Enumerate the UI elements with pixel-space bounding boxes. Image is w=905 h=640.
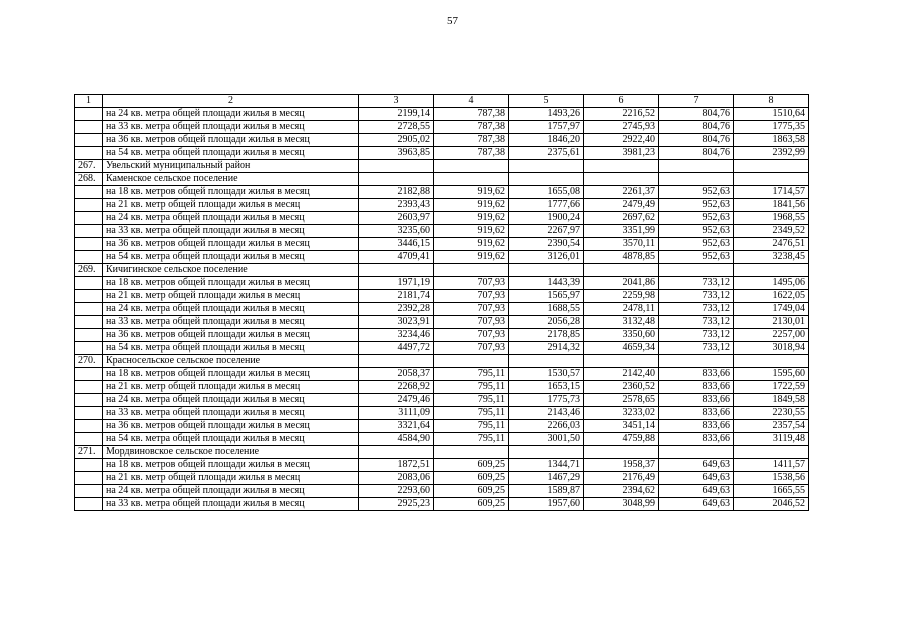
row-name: на 54 кв. метра общей площади жилья в месяц [103,342,359,355]
value-cell: 2199,14 [359,108,434,121]
row-index [75,238,103,251]
row-index: 270. [75,355,103,368]
value-cell: 1971,19 [359,277,434,290]
row-name: на 36 кв. метров общей площади жилья в месяц [103,329,359,342]
header-row [75,95,809,108]
value-cell [359,160,434,173]
value-cell: 2392,28 [359,303,434,316]
value-cell: 1655,08 [509,186,584,199]
row-index [75,199,103,212]
value-cell: 3111,09 [359,407,434,420]
value-cell: 2349,52 [734,225,809,238]
value-cell [434,264,509,277]
value-cell: 2375,61 [509,147,584,160]
value-cell: 609,25 [434,498,509,511]
value-cell [584,173,659,186]
value-cell [359,446,434,459]
value-cell [434,160,509,173]
row-name: на 24 кв. метра общей площади жилья в месяц [103,485,359,498]
value-cell: 833,66 [659,368,734,381]
value-cell: 1863,58 [734,134,809,147]
value-cell: 2914,32 [509,342,584,355]
value-cell: 795,11 [434,394,509,407]
table-row [75,446,809,459]
table-row [75,420,809,433]
value-cell: 1510,64 [734,108,809,121]
value-cell: 1849,58 [734,394,809,407]
value-cell: 919,62 [434,251,509,264]
value-cell: 1493,26 [509,108,584,121]
value-cell: 707,93 [434,342,509,355]
value-cell: 1958,37 [584,459,659,472]
table-row [75,238,809,251]
value-cell: 795,11 [434,407,509,420]
value-cell: 2392,99 [734,147,809,160]
value-cell [509,173,584,186]
value-cell: 2143,46 [509,407,584,420]
value-cell [509,264,584,277]
value-cell [659,160,734,173]
table-row [75,264,809,277]
value-cell: 1467,29 [509,472,584,485]
row-index [75,147,103,160]
row-name: Увельский муниципальный район [103,160,359,173]
value-cell: 952,63 [659,225,734,238]
value-cell [509,355,584,368]
value-cell: 787,38 [434,108,509,121]
value-cell: 795,11 [434,381,509,394]
value-cell: 3321,64 [359,420,434,433]
value-cell: 3126,01 [509,251,584,264]
value-cell [734,264,809,277]
table-row [75,173,809,186]
value-cell: 2905,02 [359,134,434,147]
row-index [75,121,103,134]
value-cell: 3350,60 [584,329,659,342]
value-cell [434,173,509,186]
value-cell: 1622,05 [734,290,809,303]
value-cell: 1443,39 [509,277,584,290]
value-cell: 952,63 [659,238,734,251]
row-index [75,485,103,498]
value-cell: 1688,55 [509,303,584,316]
row-name: на 36 кв. метров общей площади жилья в месяц [103,134,359,147]
column-header-8: 8 [734,95,809,108]
value-cell [359,173,434,186]
value-cell: 1872,51 [359,459,434,472]
value-cell: 2478,11 [584,303,659,316]
row-name: на 18 кв. метров общей площади жилья в месяц [103,277,359,290]
value-cell: 733,12 [659,290,734,303]
value-cell: 2056,28 [509,316,584,329]
row-index [75,290,103,303]
value-cell: 1665,55 [734,485,809,498]
table-row [75,277,809,290]
row-index: 267. [75,160,103,173]
value-cell: 1589,87 [509,485,584,498]
value-cell: 1757,97 [509,121,584,134]
value-cell: 3351,99 [584,225,659,238]
value-cell: 804,76 [659,147,734,160]
value-cell: 919,62 [434,225,509,238]
value-cell: 2259,98 [584,290,659,303]
column-header-3: 3 [359,95,434,108]
value-cell: 1653,15 [509,381,584,394]
value-cell: 2925,23 [359,498,434,511]
value-cell: 3446,15 [359,238,434,251]
row-index [75,472,103,485]
value-cell: 733,12 [659,342,734,355]
value-cell: 1495,06 [734,277,809,290]
value-cell: 733,12 [659,329,734,342]
row-name: на 33 кв. метра общей площади жилья в месяц [103,316,359,329]
value-cell [509,446,584,459]
table-row [75,459,809,472]
value-cell: 707,93 [434,277,509,290]
value-cell [359,264,434,277]
value-cell: 4659,34 [584,342,659,355]
value-cell: 833,66 [659,420,734,433]
row-index [75,433,103,446]
row-index [75,459,103,472]
value-cell: 2176,49 [584,472,659,485]
value-cell: 833,66 [659,394,734,407]
value-cell: 3234,46 [359,329,434,342]
table-row [75,303,809,316]
value-cell [734,173,809,186]
row-name: на 33 кв. метра общей площади жилья в месяц [103,121,359,134]
value-cell: 2257,00 [734,329,809,342]
value-cell: 2390,54 [509,238,584,251]
value-cell: 795,11 [434,433,509,446]
value-cell: 2181,74 [359,290,434,303]
value-cell: 795,11 [434,420,509,433]
value-cell: 1775,73 [509,394,584,407]
table-row [75,225,809,238]
value-cell: 2046,52 [734,498,809,511]
table-row [75,342,809,355]
value-cell: 609,25 [434,472,509,485]
row-name: на 21 кв. метр общей площади жилья в месяц [103,199,359,212]
row-index [75,277,103,290]
row-name: на 36 кв. метров общей площади жилья в месяц [103,238,359,251]
row-index [75,134,103,147]
value-cell: 3048,99 [584,498,659,511]
value-cell: 1722,59 [734,381,809,394]
table-row [75,199,809,212]
row-name: на 24 кв. метра общей площади жилья в месяц [103,303,359,316]
value-cell: 2178,85 [509,329,584,342]
value-cell: 3963,85 [359,147,434,160]
value-cell [734,355,809,368]
value-cell: 1968,55 [734,212,809,225]
value-cell: 2603,97 [359,212,434,225]
value-cell: 1846,20 [509,134,584,147]
value-cell: 4759,88 [584,433,659,446]
table-row [75,290,809,303]
row-index [75,212,103,225]
row-index [75,108,103,121]
value-cell: 1565,97 [509,290,584,303]
table-row [75,407,809,420]
value-cell: 733,12 [659,277,734,290]
row-index [75,329,103,342]
value-cell: 2058,37 [359,368,434,381]
value-cell: 2293,60 [359,485,434,498]
table-row [75,160,809,173]
table-row [75,147,809,160]
row-index [75,342,103,355]
value-cell: 1841,56 [734,199,809,212]
row-index [75,368,103,381]
value-cell: 1900,24 [509,212,584,225]
value-cell [434,355,509,368]
value-cell: 1714,57 [734,186,809,199]
row-name: на 21 кв. метр общей площади жилья в месяц [103,472,359,485]
value-cell: 804,76 [659,121,734,134]
value-cell: 952,63 [659,199,734,212]
value-cell: 2479,46 [359,394,434,407]
value-cell: 919,62 [434,186,509,199]
value-cell: 1957,60 [509,498,584,511]
row-name: на 54 кв. метра общей площади жилья в месяц [103,251,359,264]
value-cell: 952,63 [659,251,734,264]
table-row [75,381,809,394]
value-cell: 2142,40 [584,368,659,381]
value-cell: 3238,45 [734,251,809,264]
value-cell: 804,76 [659,134,734,147]
value-cell: 2922,40 [584,134,659,147]
value-cell: 2745,93 [584,121,659,134]
table-row [75,368,809,381]
column-header-2: 2 [103,95,359,108]
value-cell: 707,93 [434,303,509,316]
row-name: Кичигинское сельское поселение [103,264,359,277]
row-name: на 33 кв. метра общей площади жилья в месяц [103,225,359,238]
row-index [75,303,103,316]
row-name: Красносельское сельское поселение [103,355,359,368]
value-cell [584,446,659,459]
value-cell [359,355,434,368]
value-cell [659,446,734,459]
value-cell: 3119,48 [734,433,809,446]
value-cell [734,160,809,173]
value-cell: 2476,51 [734,238,809,251]
table-row [75,394,809,407]
column-header-7: 7 [659,95,734,108]
value-cell: 787,38 [434,134,509,147]
row-name: на 24 кв. метра общей площади жилья в месяц [103,394,359,407]
value-cell: 833,66 [659,433,734,446]
value-cell: 804,76 [659,108,734,121]
value-cell [584,264,659,277]
value-cell: 1538,56 [734,472,809,485]
value-cell: 3132,48 [584,316,659,329]
value-cell: 1344,71 [509,459,584,472]
value-cell: 952,63 [659,186,734,199]
table-row [75,355,809,368]
row-name: на 18 кв. метров общей площади жилья в месяц [103,368,359,381]
value-cell: 609,25 [434,459,509,472]
table-row [75,212,809,225]
row-index [75,394,103,407]
value-cell: 2041,86 [584,277,659,290]
row-name: на 21 кв. метр общей площади жилья в месяц [103,290,359,303]
value-cell: 833,66 [659,407,734,420]
value-cell: 4709,41 [359,251,434,264]
value-cell: 2083,06 [359,472,434,485]
value-cell: 609,25 [434,485,509,498]
value-cell: 1411,57 [734,459,809,472]
value-cell: 2357,54 [734,420,809,433]
row-name: на 54 кв. метра общей площади жилья в месяц [103,147,359,160]
value-cell: 3023,91 [359,316,434,329]
row-index: 269. [75,264,103,277]
table-row [75,498,809,511]
value-cell: 3451,14 [584,420,659,433]
row-name: Мордвиновское сельское поселение [103,446,359,459]
tariff-table [74,94,809,511]
value-cell [584,355,659,368]
value-cell: 919,62 [434,238,509,251]
value-cell: 4497,72 [359,342,434,355]
value-cell: 1595,60 [734,368,809,381]
table-row [75,472,809,485]
table-row [75,433,809,446]
value-cell: 1777,66 [509,199,584,212]
value-cell: 649,63 [659,472,734,485]
row-name: на 18 кв. метров общей площади жилья в месяц [103,186,359,199]
value-cell [734,446,809,459]
row-name: Каменское сельское поселение [103,173,359,186]
row-name: на 33 кв. метра общей площади жилья в месяц [103,498,359,511]
row-name: на 36 кв. метров общей площади жилья в месяц [103,420,359,433]
value-cell: 2230,55 [734,407,809,420]
value-cell: 2360,52 [584,381,659,394]
value-cell [659,355,734,368]
value-cell: 2130,01 [734,316,809,329]
value-cell: 4584,90 [359,433,434,446]
column-header-6: 6 [584,95,659,108]
table-row [75,251,809,264]
table-row [75,316,809,329]
table-row [75,329,809,342]
value-cell: 2182,88 [359,186,434,199]
row-index [75,498,103,511]
value-cell: 3233,02 [584,407,659,420]
value-cell: 2578,65 [584,394,659,407]
table-row [75,108,809,121]
value-cell [509,160,584,173]
row-index [75,251,103,264]
value-cell: 787,38 [434,121,509,134]
value-cell: 2479,49 [584,199,659,212]
value-cell: 707,93 [434,290,509,303]
table-row [75,186,809,199]
value-cell: 3235,60 [359,225,434,238]
row-name: на 24 кв. метра общей площади жилья в месяц [103,212,359,225]
value-cell: 2216,52 [584,108,659,121]
row-name: на 24 кв. метра общей площади жилья в месяц [103,108,359,121]
value-cell: 2261,37 [584,186,659,199]
value-cell [584,160,659,173]
row-index [75,381,103,394]
value-cell [659,264,734,277]
row-index [75,407,103,420]
row-name: на 18 кв. метров общей площади жилья в месяц [103,459,359,472]
table-row [75,134,809,147]
value-cell: 3001,50 [509,433,584,446]
row-index [75,225,103,238]
row-index [75,420,103,433]
value-cell: 2268,92 [359,381,434,394]
value-cell: 649,63 [659,485,734,498]
value-cell: 733,12 [659,303,734,316]
column-header-4: 4 [434,95,509,108]
column-header-5: 5 [509,95,584,108]
value-cell: 2267,97 [509,225,584,238]
value-cell: 4878,85 [584,251,659,264]
column-header-1: 1 [75,95,103,108]
row-name: на 21 кв. метр общей площади жилья в месяц [103,381,359,394]
row-index: 271. [75,446,103,459]
value-cell: 1749,04 [734,303,809,316]
page-number: 57 [447,15,458,27]
value-cell: 919,62 [434,212,509,225]
value-cell: 649,63 [659,459,734,472]
row-index [75,316,103,329]
value-cell: 3018,94 [734,342,809,355]
table-row [75,121,809,134]
value-cell: 2728,55 [359,121,434,134]
value-cell: 3981,23 [584,147,659,160]
value-cell: 919,62 [434,199,509,212]
value-cell: 649,63 [659,498,734,511]
value-cell: 787,38 [434,147,509,160]
value-cell: 3570,11 [584,238,659,251]
value-cell: 2697,62 [584,212,659,225]
value-cell [434,446,509,459]
row-index [75,186,103,199]
value-cell: 2394,62 [584,485,659,498]
table-row [75,485,809,498]
value-cell: 707,93 [434,329,509,342]
value-cell: 2393,43 [359,199,434,212]
value-cell: 795,11 [434,368,509,381]
value-cell: 2266,03 [509,420,584,433]
value-cell: 707,93 [434,316,509,329]
row-name: на 54 кв. метра общей площади жилья в месяц [103,433,359,446]
row-name: на 33 кв. метра общей площади жилья в месяц [103,407,359,420]
value-cell: 1530,57 [509,368,584,381]
value-cell: 1775,35 [734,121,809,134]
value-cell: 952,63 [659,212,734,225]
row-index: 268. [75,173,103,186]
value-cell [659,173,734,186]
value-cell: 833,66 [659,381,734,394]
value-cell: 733,12 [659,316,734,329]
